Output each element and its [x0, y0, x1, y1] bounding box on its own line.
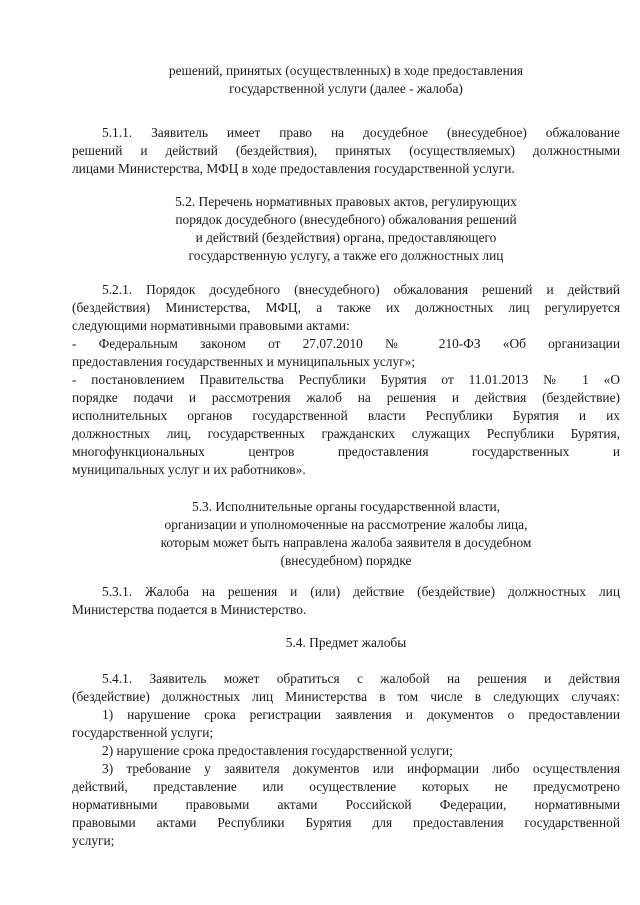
text-line: - постановлением Правительства Республики Бурятия от 11.01.2013 № 1 «О [72, 372, 620, 387]
text-line: должностных лиц, государственных гражданских служащих Республики Бурятия, [72, 426, 620, 441]
text-line: 5.4.1. Заявитель может обратиться с жалобой на решения и действия [102, 671, 620, 686]
text-line: муниципальных услуг и их работников». [72, 462, 306, 477]
heading-line: 5.2. Перечень нормативных правовых актов, регулирующих [175, 194, 517, 209]
text-line: (бездействие) должностных лиц Министерства в том числе в следующих случаях: [72, 689, 620, 704]
paragraph-5-2-1 [72, 281, 620, 479]
heading-line: 5.3. Исполнительные органы государственной власти, [192, 499, 500, 514]
heading-5-4 [72, 634, 620, 652]
paragraph-5-4-1 [72, 670, 620, 850]
heading-line: организации и уполномоченные на рассмотрение жалобы лица, [164, 517, 528, 532]
text-line: 5.3.1. Жалоба на решения и (или) действие (бездействие) должностных лиц [102, 584, 620, 599]
heading-5-2 [72, 193, 620, 265]
intro-title-line: решений, принятых (осуществленных) в ходе предоставления [168, 63, 524, 78]
text-line: решений и действий (бездействия), принятых (осуществляемых) должностными [72, 143, 620, 158]
text-line: - Федеральным законом от 27.07.2010 № 210-ФЗ «Об организации [72, 336, 620, 351]
paragraph-5-1-1 [72, 124, 620, 178]
intro-title-line: государственной услуги (далее - жалоба) [229, 81, 463, 96]
text-line: действий, представление или осуществление которых не предусмотрено [72, 779, 620, 794]
text-line: нормативными правовыми актами Российской Федерации, нормативными [72, 797, 620, 812]
heading-line: которым может быть направлена жалоба заявителя в досудебном [160, 535, 532, 550]
text-line: 5.1.1. Заявитель имеет право на досудебное (внесудебное) обжалование [102, 125, 620, 140]
text-line: порядке подачи и рассмотрения жалоб на решения и действия (бездействие) [72, 390, 620, 405]
text-line: следующими нормативными правовыми актами: [72, 318, 350, 333]
intro-title [72, 62, 620, 98]
heading-5-3 [72, 498, 620, 570]
text-line: 3) требование у заявителя документов или информации либо осуществления [102, 761, 620, 776]
text-line: лицами Министерства, МФЦ в ходе предоставления государственной услуги. [72, 161, 515, 176]
text-line: правовыми актами Республики Бурятия для предоставления государственной [72, 815, 620, 830]
heading-line: и действий (бездействия) органа, предоставляющего [195, 230, 497, 245]
text-line: 2) нарушение срока предоставления государственной услуги; [102, 743, 453, 758]
heading-line: государственную услугу, а также его должностных лиц [188, 248, 504, 263]
text-line: услуги; [72, 833, 115, 848]
text-line: Министерства подается в Министерство. [72, 602, 307, 617]
text-line: 1) нарушение срока регистрации заявления и документов о предоставлении [102, 707, 620, 722]
text-line: 5.2.1. Порядок досудебного (внесудебного) обжалования решений и действий [102, 282, 620, 297]
text-line: многофункциональных центров предоставления государственных и [72, 444, 620, 459]
heading-line: (внесудебном) порядке [280, 553, 412, 568]
heading-line: 5.4. Предмет жалобы [285, 635, 407, 650]
text-line: исполнительных органов государственной власти Республики Бурятия и их [72, 408, 620, 423]
text-line: предоставления государственных и муниципальных услуг»; [72, 354, 416, 369]
heading-line: порядок досудебного (внесудебного) обжалования решений [175, 212, 517, 227]
text-line: государственной услуги; [72, 725, 214, 740]
text-line: (бездействия) Министерства, МФЦ, а также их должностных лиц регулируется [72, 300, 620, 315]
paragraph-5-3-1 [72, 583, 620, 619]
